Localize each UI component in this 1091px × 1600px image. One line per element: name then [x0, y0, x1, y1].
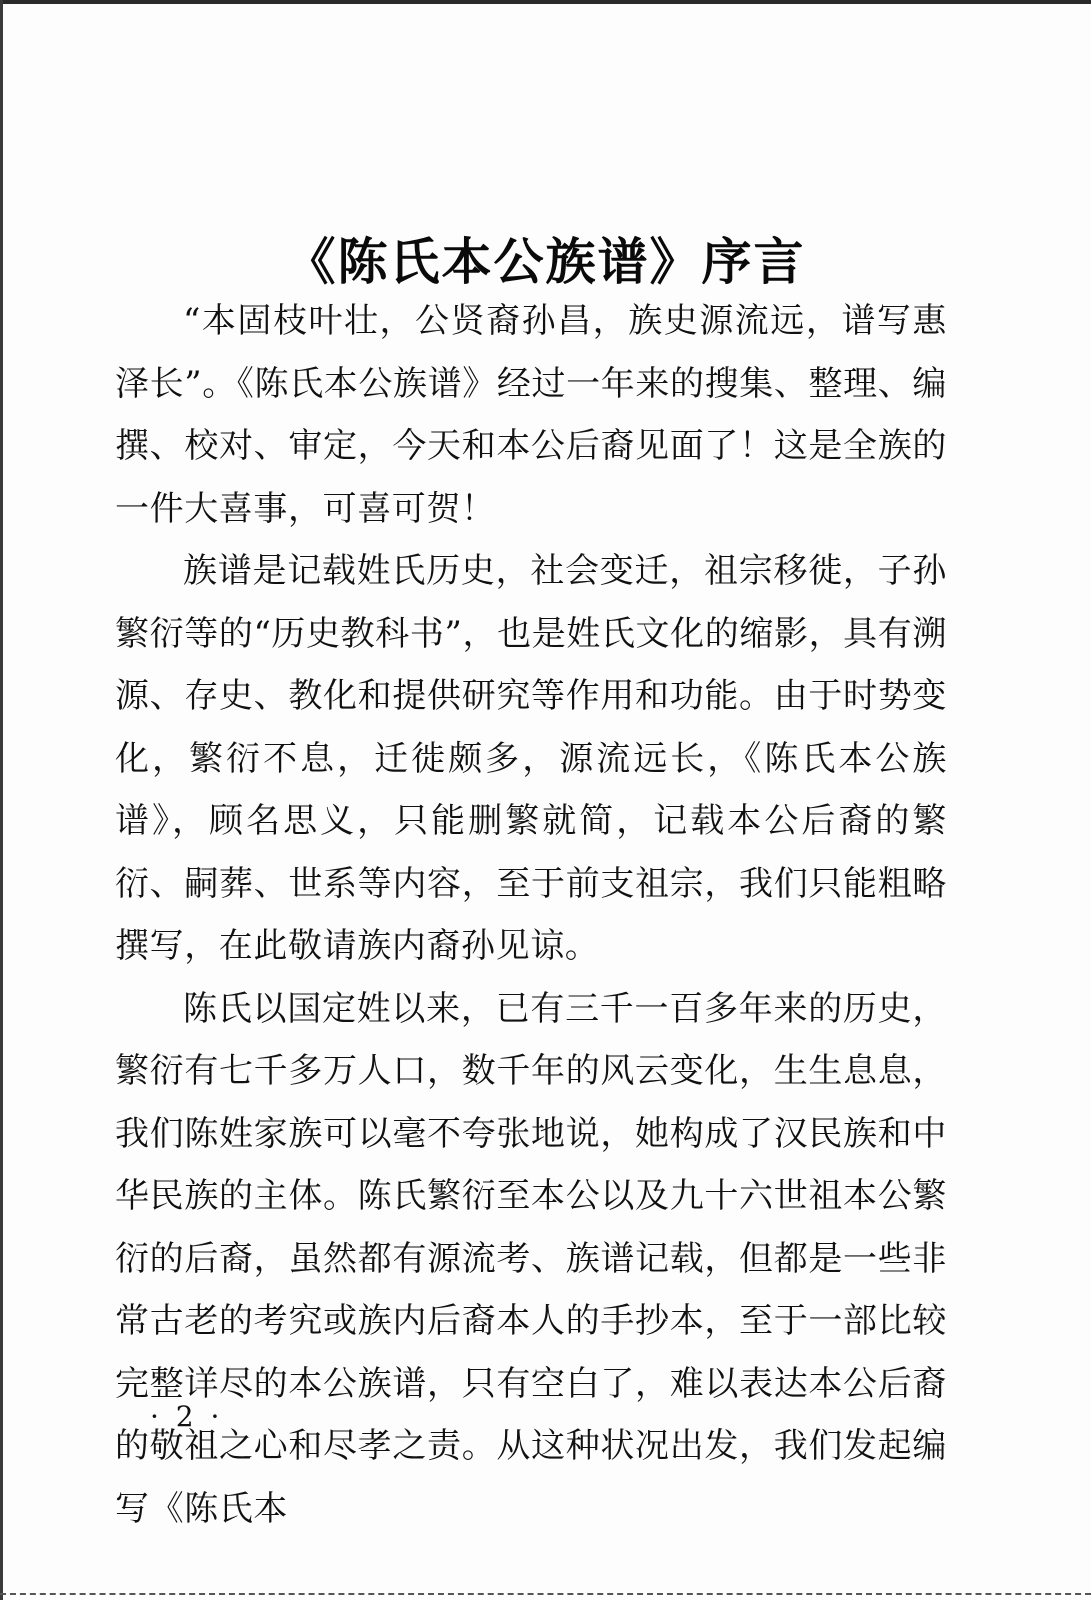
paragraph-1: “本固枝叶壮，公贤裔孙昌，族史源流远，谱写惠泽长”。《陈氏本公族谱》经过一年来的搜集、整理、编撰、校对、审定，今天和本公后裔见面了！这是全族的一件大喜事，可喜可贺！	[115, 301, 947, 529]
paragraph-3: 陈氏以国定姓以来，已有三千一百多年来的历史，繁衍有七千多万人口，数千年的风云变化，生生息息，我们陈姓家族可以毫不夸张地说，她构成了汉民族和中华民族的主体。陈氏繁衍至本公以及九十六世祖本公繁衍的后裔，虽然都有源流考、族谱记载，但都是一些非常古老的考究或族内后裔本人的手抄本，至于一部比较完整详尽的本公族谱，只有空白了，难以表达本公后裔的敬祖之心和尽孝之责。从这种状况出发，我们发起编写《陈氏本	[115, 988, 947, 1529]
page-number: · 2 ·	[150, 1400, 224, 1433]
document-body	[115, 290, 947, 1540]
scan-top-border	[0, 0, 1091, 4]
scan-bottom-border	[0, 1593, 1091, 1598]
document-title: 《陈氏本公族谱》序言	[285, 231, 806, 291]
paragraph-2: 族谱是记载姓氏历史，社会变迁，祖宗移徙，子孙繁衍等的“历史教科书”，也是姓氏文化的缩影，具有溯源、存史、教化和提供研究等作用和功能。由于时势变化，繁衍不息，迁徙颇多，源流远长，《陈氏本公族谱》，顾名思义，只能删繁就简，记载本公后裔的繁衍、嗣葬、世系等内容，至于前支祖宗，我们只能粗略撰写，在此敬请族内裔孙见谅。	[115, 551, 947, 966]
